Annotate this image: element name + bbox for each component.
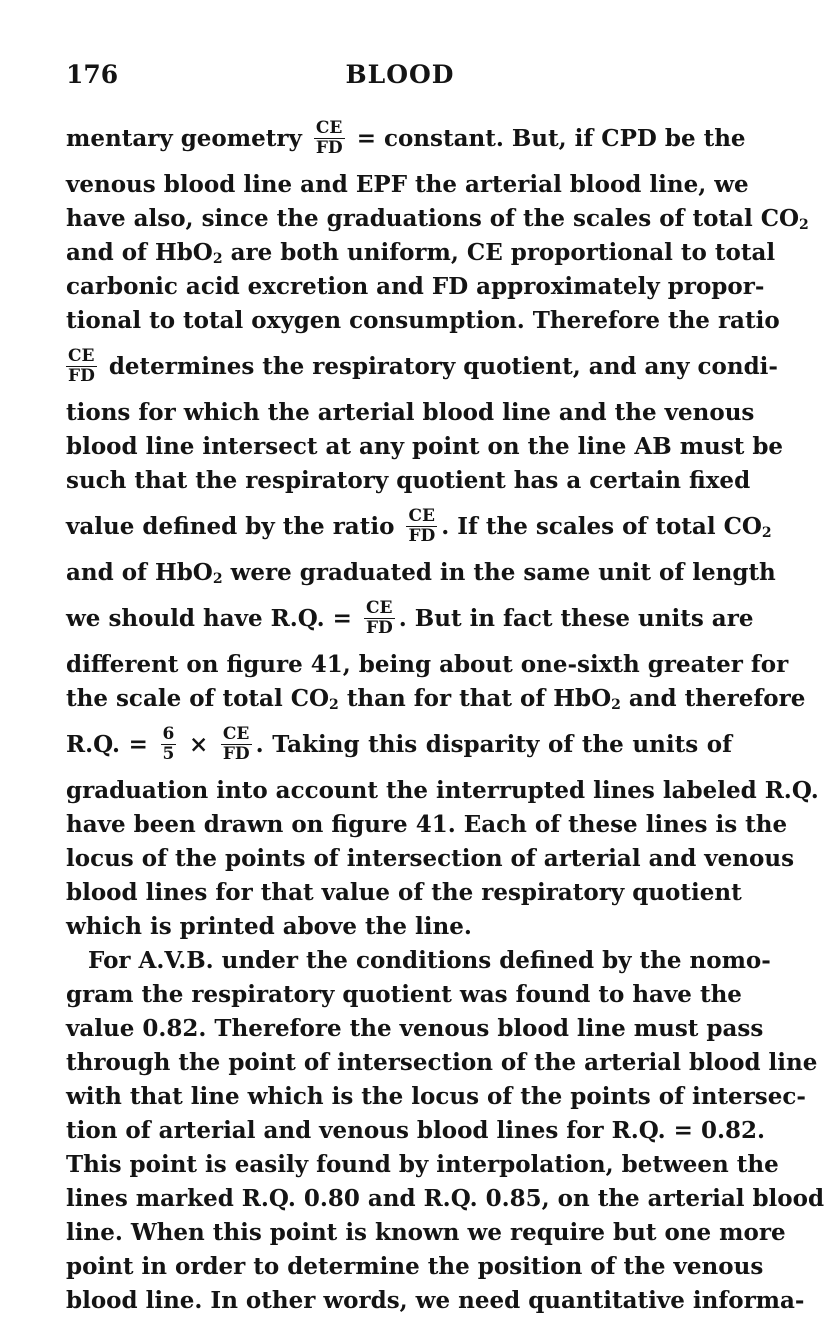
fraction-ce-fd [66,347,97,386]
text-line: which is printed above the line. [66,913,472,940]
text-span: = constant. But, if CPD be the [356,125,746,152]
text-line: venous blood line and EPF the arterial blood line, we [66,171,749,198]
text-span: determines the respiratory quotient, and any condi- [108,353,778,380]
text-span: . If the scales of total CO [441,513,762,540]
text-line: line. When this point is known we require but one more [66,1219,786,1246]
fraction-numerator: CE [406,507,437,527]
fraction-ce-fd [406,507,437,546]
fraction-numerator: CE [221,725,252,745]
subscript: 2 [761,525,772,541]
fraction-numerator: 6 [162,723,175,744]
fraction-denominator: 5 [162,743,175,764]
text-line: blood line. In other words, we need quantitative informa- [66,1287,805,1314]
fraction-ce-fd [364,599,395,638]
text-line: graduation into account the interrupted lines labeled R.Q. [66,777,819,804]
text-line: gram the respiratory quotient was found to have the [66,981,742,1008]
page-header [66,60,734,96]
text-line: tional to total oxygen consumption. Therefore the ratio [66,307,780,334]
fraction-denominator: FD [315,137,343,158]
subscript: 2 [329,697,339,713]
fraction-numerator: CE [314,119,345,139]
text-span: were graduated in the same unit of length [230,559,776,586]
text-line: This point is easily found by interpolation, between the [66,1151,779,1178]
text-line: carbonic acid excretion and FD approximately propor- [66,273,765,300]
subscript: 2 [611,697,621,713]
fraction-denominator: FD [365,617,393,638]
subscript: 2 [212,571,223,587]
text-span: we should have R.Q. = [66,605,352,632]
text-line: point in order to determine the position of the venous [66,1253,764,1280]
text-span: the scale of total CO [66,685,330,712]
text-line [66,236,776,270]
text-span: have also, since the graduations of the scales of total CO [66,205,800,232]
times-sign: × [188,731,209,758]
subscript: 2 [799,217,809,233]
text-line: blood line intersect at any point on the line AB must be [66,433,784,460]
text-line: have been drawn on figure 41. Each of these lines is the [66,811,788,838]
text-line: tion of arterial and venous blood lines for R.Q. = 0.82. [66,1117,765,1144]
text-line [66,716,732,774]
text-span: are both uniform, CE proportional to total [230,239,776,266]
text-span: . But in fact these units are [398,605,754,632]
text-span: than for that of HbO [346,685,612,712]
text-line: For A.V.B. under the conditions defined by the nomo- [88,947,771,974]
text-span: . Taking this disparity of the units of [255,731,732,758]
text-line [66,682,806,716]
fraction-numerator: CE [66,347,97,367]
text-line: with that line which is the locus of the points of intersec- [66,1083,806,1110]
fraction-six-fifths [161,725,177,764]
text-line [66,110,746,168]
text-line: tions for which the arterial blood line and the venous [66,399,755,426]
text-line: blood lines for that value of the respiratory quotient [66,879,742,906]
text-line: such that the respiratory quotient has a certain fixed [66,467,751,494]
text-line: different on figure 41, being about one-sixth greater for [66,651,789,678]
body-text [66,110,824,1318]
text-line [66,498,772,556]
text-span: and therefore [628,685,806,712]
fraction-denominator: FD [222,743,250,764]
fraction-numerator: CE [364,599,395,619]
text-line: lines marked R.Q. 0.80 and R.Q. 0.85, on the arterial blood [66,1185,824,1212]
fraction-denominator: FD [68,365,95,386]
fraction-ce-fd [314,119,345,158]
text-span: value defined by the ratio [66,513,395,540]
text-line: value 0.82. Therefore the venous blood line must pass [66,1015,764,1042]
text-line [66,556,776,590]
text-span: mentary geometry [66,125,302,152]
text-line [66,202,809,236]
subscript: 2 [212,251,223,267]
text-span: and of HbO [66,559,213,586]
fraction-ce-fd [221,725,252,764]
text-span: and of HbO [66,239,213,266]
running-title: BLOOD [345,60,455,89]
text-line [66,338,778,396]
text-line: locus of the points of intersection of arterial and venous [66,845,795,872]
text-line: through the point of intersection of the arterial blood line [66,1049,818,1076]
text-line [66,590,754,648]
fraction-denominator: FD [408,525,436,546]
text-span: R.Q. = [66,731,148,758]
page-number: 176 [66,60,119,89]
